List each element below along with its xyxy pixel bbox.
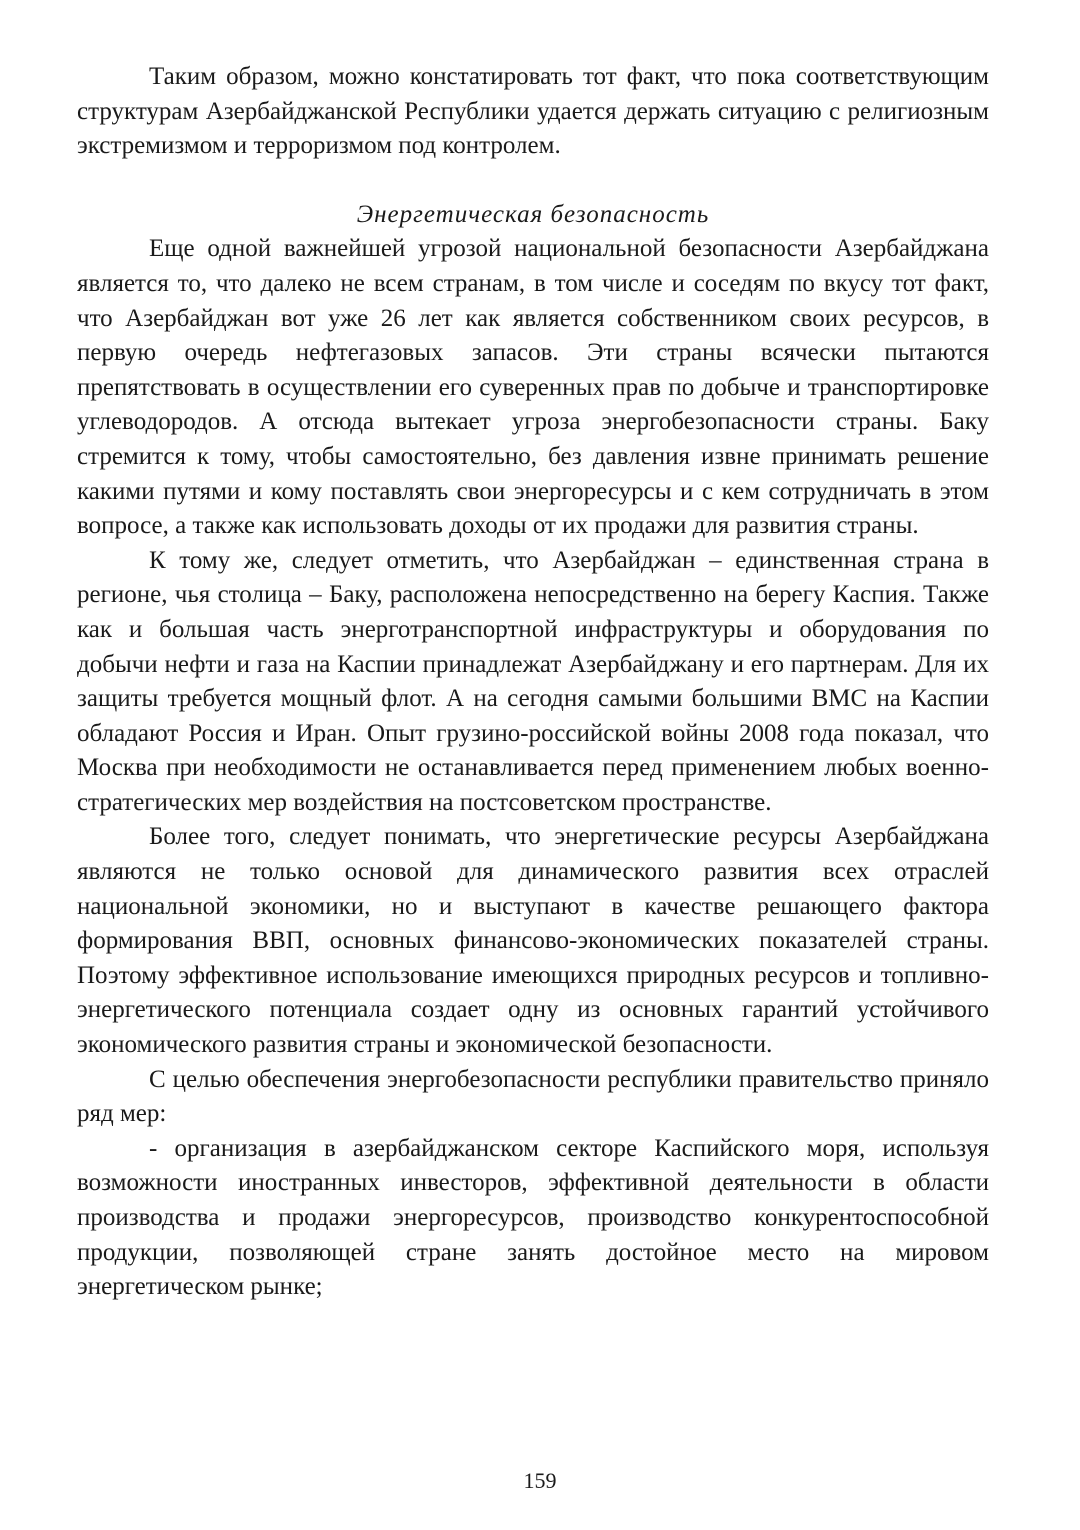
paragraph-caspian: К тому же, следует отметить, что Азербайджан – единственная страна в регионе, чья столица – Баку, расположена непосредственно на берегу Каспия. Также как и большая часть энерготранспортной инфраструктуры и оборудования по добычи нефти и газа на Каспии принадлежат Азербайджану и его партнерам. Для их защиты требуется мощный флот. А на сегодня самыми большими ВМС на Каспии обладают Россия и Иран. Опыт грузино-российской войны 2008 года показал, что Москва при необходимости не останавливается перед применением любых военно-стратегических мер воздействия на постсоветском пространстве. bbox=[77, 546, 989, 816]
list-item-measure: - организация в азербайджанском секторе Каспийского моря, используя возможности иностранных инвесторов, эффективной деятельности в области производства и продажи энергоресурсов, производство конкурентоспособной продукции, позволяющей стране занять достойное место на мировом энергетическом рынке; bbox=[77, 1134, 989, 1301]
section-title: Энергетическая безопасность bbox=[356, 200, 710, 228]
paragraph-resources: Более того, следует понимать, что энергетические ресурсы Азербайджана являются не только основой для динамического развития всех отраслей национальной экономики, но и выступают в качестве решающего фактора формирования ВВП, основных финансово-экономических показателей страны. Поэтому эффективное использование имеющихся природных ресурсов и топливно-энергетического потенциала создает одну из основных гарантий устойчивого экономического развития страны и экономической безопасности. bbox=[77, 823, 989, 1059]
paragraph-threat: Еще одной важнейшей угрозой национальной безопасности Азербайджана является то, что далеко не всем странам, в том числе и соседям по вкусу тот факт, что Азербайджан вот уже 26 лет как является собственником своих ресурсов, в первую очередь нефтегазовых запасов. Эти страны всячески пытаются препятствовать в осуществлении его суверенных прав по добыче и транспортировке углеводородов. А отсюда вытекает угроза энергобезопасности страны. Баку стремится к тому, чтобы самостоятельно, без давления извне принимать решение какими путями и кому поставлять свои энергоресурсы и с кем сотрудничать в этом вопросе, а также как использовать доходы от их продажи для развития страны. bbox=[77, 235, 989, 540]
intro-paragraph: Таким образом, можно констатировать тот факт, что пока соответствующим структурам Азербайджанской Республики удается держать ситуацию с религиозным экстремизмом и терроризмом под контролем. bbox=[77, 63, 989, 160]
paragraph-measures-intro: С целью обеспечения энергобезопасности республики правительство приняло ряд мер: bbox=[77, 1065, 989, 1128]
page-number: 159 bbox=[523, 1468, 557, 1493]
page-body bbox=[77, 60, 989, 1305]
